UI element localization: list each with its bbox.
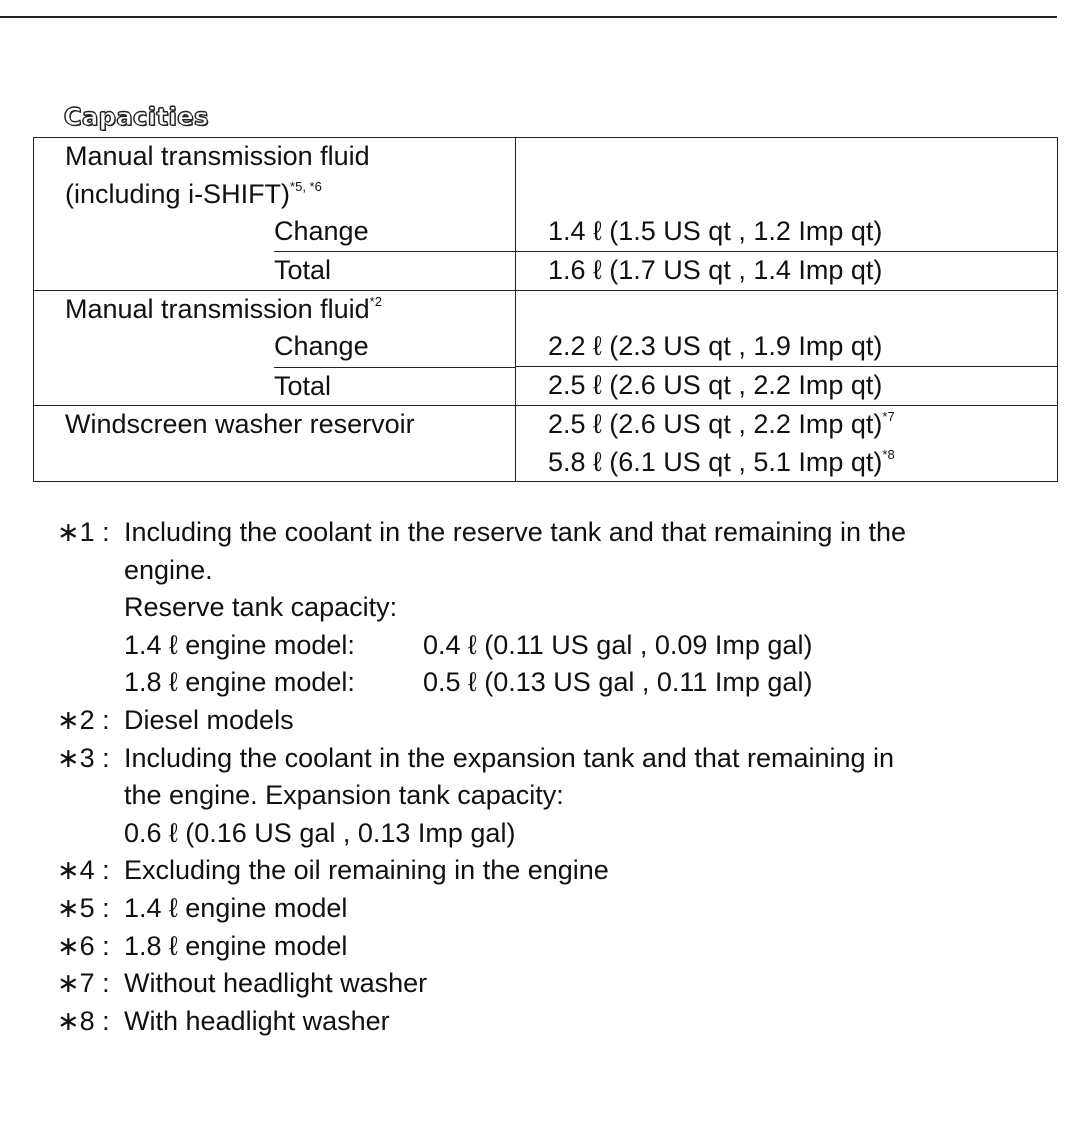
table-cell [516, 138, 1058, 214]
table-row [34, 290, 1058, 328]
footnote-ref: *7 [882, 409, 895, 425]
table-row [34, 213, 1058, 251]
engine-model-label: 1.4 ℓ engine model: [124, 629, 355, 660]
footnote-text: Including the coolant in the expansion tank and that remaining in [124, 742, 895, 773]
table-cell [34, 251, 516, 290]
table-cell [516, 290, 1058, 328]
table-row [34, 251, 1058, 290]
row-label: Change [274, 331, 369, 362]
table-cell: 2.5 ℓ (2.6 US qt , 2.2 Imp qt) [516, 367, 1058, 406]
table-cell [34, 138, 516, 214]
group-label: Windscreen washer reservoir [65, 409, 415, 440]
table-cell: 2.5 ℓ (2.6 US qt , 2.2 Imp qt)$^{*7}$ [516, 406, 1058, 444]
table-cell [34, 213, 516, 251]
footnote-8 [57, 1003, 906, 1041]
engine-model-value: 0.4 ℓ (0.11 US gal , 0.09 Imp gal) [423, 629, 813, 660]
footnote-ref: *8 [882, 446, 895, 462]
engine-model-row [57, 664, 906, 702]
table-cell [34, 290, 516, 328]
footnote-mark: ∗4 : [57, 855, 110, 886]
footnote-3 [57, 740, 906, 778]
row-label: Change [274, 216, 369, 247]
row-label: Total [274, 251, 515, 290]
group-label: Manual transmission fluid$^{*2}$ [65, 293, 382, 324]
table-cell [34, 367, 516, 406]
footnotes [57, 514, 906, 1040]
footnote-5 [57, 890, 906, 928]
footnote-mark: ∗7 : [57, 968, 110, 999]
footnote-3-cont: the engine. Expansion tank capacity: [124, 780, 564, 811]
footnote-7 [57, 965, 906, 1003]
footnote-4 [57, 852, 906, 890]
group-label-cont: (including i-SHIFT)$^{*5, *6}$ [65, 178, 322, 209]
group-label: Manual transmission fluid [65, 141, 370, 171]
footnote-mark: ∗2 : [57, 704, 110, 735]
table-row [34, 406, 1058, 444]
footnote-text: With headlight washer [124, 1005, 390, 1036]
footnote-text: Excluding the oil remaining in the engine [124, 855, 609, 886]
table-row [34, 138, 1058, 214]
footnote-mark: ∗1 : [57, 517, 110, 547]
engine-model-row [57, 627, 906, 665]
section-title: Capacities [64, 103, 209, 131]
top-rule [0, 16, 1057, 18]
table-row [34, 367, 1058, 406]
table-row [34, 328, 1058, 366]
engine-model-value: 0.5 ℓ (0.13 US gal , 0.11 Imp gal) [423, 667, 813, 698]
table-cell [34, 406, 516, 444]
footnote-text: 1.4 ℓ engine model [124, 892, 348, 923]
footnote-1 [57, 514, 906, 552]
table-cell [34, 444, 516, 482]
row-label: Total [274, 367, 515, 406]
footnote-ref: *5, *6 [290, 178, 322, 194]
table-cell [34, 328, 516, 366]
footnote-2 [57, 702, 906, 740]
footnote-3-sub: 0.6 ℓ (0.16 US gal , 0.13 Imp gal) [124, 817, 516, 848]
footnote-1-cont: engine. [124, 554, 213, 585]
footnote-ref: *2 [369, 293, 382, 309]
footnote-text: Diesel models [124, 704, 294, 735]
footnote-1-sub: Reserve tank capacity: [124, 592, 398, 623]
table-cell: 1.4 ℓ (1.5 US qt , 1.2 Imp qt) [516, 213, 1058, 251]
table-cell: 2.2 ℓ (2.3 US qt , 1.9 Imp qt) [516, 328, 1058, 366]
footnote-mark: ∗5 : [57, 892, 110, 923]
footnote-text: Without headlight washer [124, 968, 428, 999]
footnote-mark: ∗6 : [57, 930, 110, 961]
footnote-mark: ∗8 : [57, 1005, 110, 1036]
engine-model-label: 1.8 ℓ engine model: [124, 667, 355, 698]
footnote-text: Including the coolant in the reserve tank and that remaining in the [124, 517, 906, 547]
table-row [34, 444, 1058, 482]
capacities-table [33, 137, 1058, 482]
table-cell: 1.6 ℓ (1.7 US qt , 1.4 Imp qt) [516, 251, 1058, 290]
footnote-6 [57, 928, 906, 966]
table-cell: 5.8 ℓ (6.1 US qt , 5.1 Imp qt)$^{*8}$ [516, 444, 1058, 482]
footnote-text: 1.8 ℓ engine model [124, 930, 348, 961]
footnote-mark: ∗3 : [57, 742, 110, 773]
